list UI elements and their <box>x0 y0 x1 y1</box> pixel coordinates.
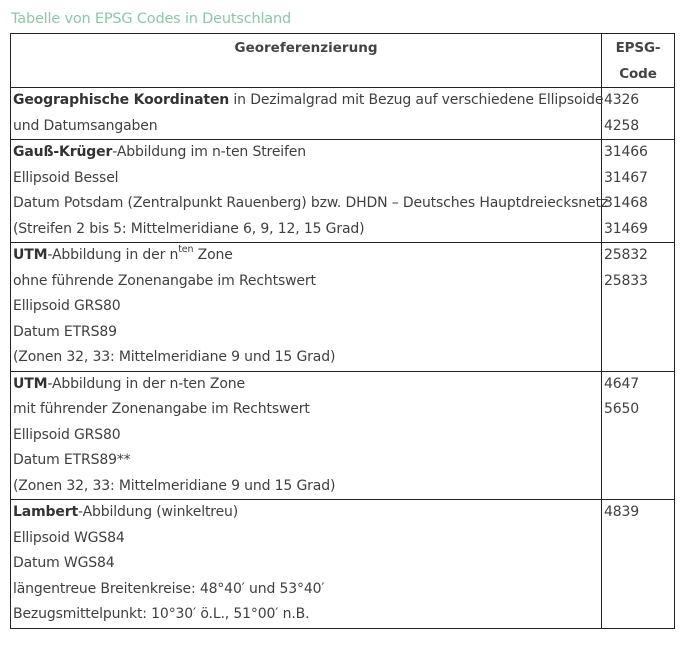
description-text: längentreue Breitenkreise: 48°40′ und 53°40′ <box>13 580 325 597</box>
epsg-code-cell <box>602 243 675 372</box>
description-text: (Streifen 2 bis 5: Mittelmeridiane 6, 9, 12, 15 Grad) <box>13 220 365 237</box>
epsg-code: 4326 <box>604 92 640 108</box>
description-line <box>13 448 599 474</box>
header-georeferenzierung: Georeferenzierung <box>11 34 602 88</box>
epsg-code: 4258 <box>604 117 640 134</box>
description-line <box>13 551 599 577</box>
header-epsg-code <box>602 34 675 88</box>
description-text: Ellipsoid WGS84 <box>13 529 125 546</box>
description-line <box>13 140 599 166</box>
description-line <box>13 397 599 423</box>
epsg-code: 31468 <box>604 195 648 211</box>
description-text: -Abbildung (winkeltreu) <box>78 504 239 520</box>
description-line <box>13 294 599 320</box>
epsg-code-cell <box>602 88 675 140</box>
table-caption: Tabelle von EPSG Codes in Deutschland <box>11 11 291 27</box>
georeferenzierung-cell <box>11 500 602 629</box>
description-line <box>13 191 609 217</box>
epsg-code: 5650 <box>604 401 640 417</box>
georeferenzierung-cell <box>11 88 602 140</box>
description-text: -Abbildung in der n-ten Zone <box>47 375 245 392</box>
description-text: mit führender Zonenangabe im Rechtswert <box>13 401 310 417</box>
georeferenzierung-cell <box>11 243 602 372</box>
epsg-code: 25833 <box>604 272 648 289</box>
table-row <box>11 88 675 140</box>
description-line <box>13 526 599 552</box>
description-text: Datum ETRS89 <box>13 323 117 340</box>
epsg-code: 31467 <box>604 169 648 186</box>
description-line <box>13 500 599 526</box>
description-line <box>13 320 599 346</box>
epsg-table <box>10 33 675 629</box>
description-text: -Abbildung im n-ten Streifen <box>112 144 306 160</box>
projection-name: Lambert <box>13 504 79 520</box>
description-text: Ellipsoid GRS80 <box>13 298 121 314</box>
description-text: Zone <box>193 247 233 263</box>
header-epsg-label: EPSG- <box>615 40 661 56</box>
description-line <box>13 269 599 295</box>
description-line <box>13 345 599 371</box>
description-text: Datum ETRS89** <box>13 452 131 468</box>
header-code-label: Code <box>619 65 657 82</box>
description-line <box>13 577 599 603</box>
epsg-code-cell <box>602 500 675 629</box>
epsg-code: 4839 <box>604 504 640 520</box>
description-text: -Abbildung in der n <box>47 247 179 263</box>
description-line <box>13 602 599 628</box>
description-text: Datum Potsdam (Zentralpunkt Rauenberg) bzw. DHDN – Deutsches Hauptdreiecksnetz <box>13 195 609 211</box>
description-line <box>13 217 599 243</box>
description-text: Ellipsoid Bessel <box>13 169 119 186</box>
description-text: Ellipsoid GRS80 <box>13 426 121 443</box>
description-text: ohne führende Zonenangabe im Rechtswert <box>13 272 316 289</box>
description-line <box>13 423 599 449</box>
georeferenzierung-cell <box>11 371 602 500</box>
table-row <box>11 371 675 500</box>
description-text: und Datumsangaben <box>13 117 158 134</box>
epsg-code: 4647 <box>604 375 640 392</box>
description-line <box>13 114 599 140</box>
header-row <box>11 34 675 88</box>
georeferenzierung-cell <box>11 140 609 243</box>
epsg-code-cell <box>602 371 675 500</box>
description-text: (Zonen 32, 33: Mittelmeridiane 9 und 15 Grad) <box>13 349 336 365</box>
description-line <box>13 372 599 398</box>
epsg-code-cell <box>602 140 675 243</box>
description-text: Datum WGS84 <box>13 555 115 571</box>
description-text: (Zonen 32, 33: Mittelmeridiane 9 und 15 Grad) <box>13 477 336 494</box>
description-line <box>13 88 604 114</box>
description-line <box>13 474 599 500</box>
projection-name: Geographische Koordinaten <box>13 92 230 108</box>
table-row <box>11 500 675 629</box>
epsg-code: 25832 <box>604 247 648 263</box>
epsg-code: 31469 <box>604 220 648 237</box>
superscript: ten <box>178 244 194 256</box>
description-line <box>13 166 599 192</box>
projection-name: Gauß-Krüger <box>13 144 113 160</box>
table-row <box>11 243 675 372</box>
description-text: Bezugsmittelpunkt: 10°30′ ö.L., 51°00′ n.B. <box>13 606 310 622</box>
table-row <box>11 140 675 243</box>
epsg-code: 31466 <box>604 144 648 160</box>
description-text: in Dezimalgrad mit Bezug auf verschiedene Ellipsoide <box>229 92 604 108</box>
projection-name: UTM <box>13 375 48 392</box>
description-line <box>13 243 599 269</box>
projection-name: UTM <box>13 247 48 263</box>
